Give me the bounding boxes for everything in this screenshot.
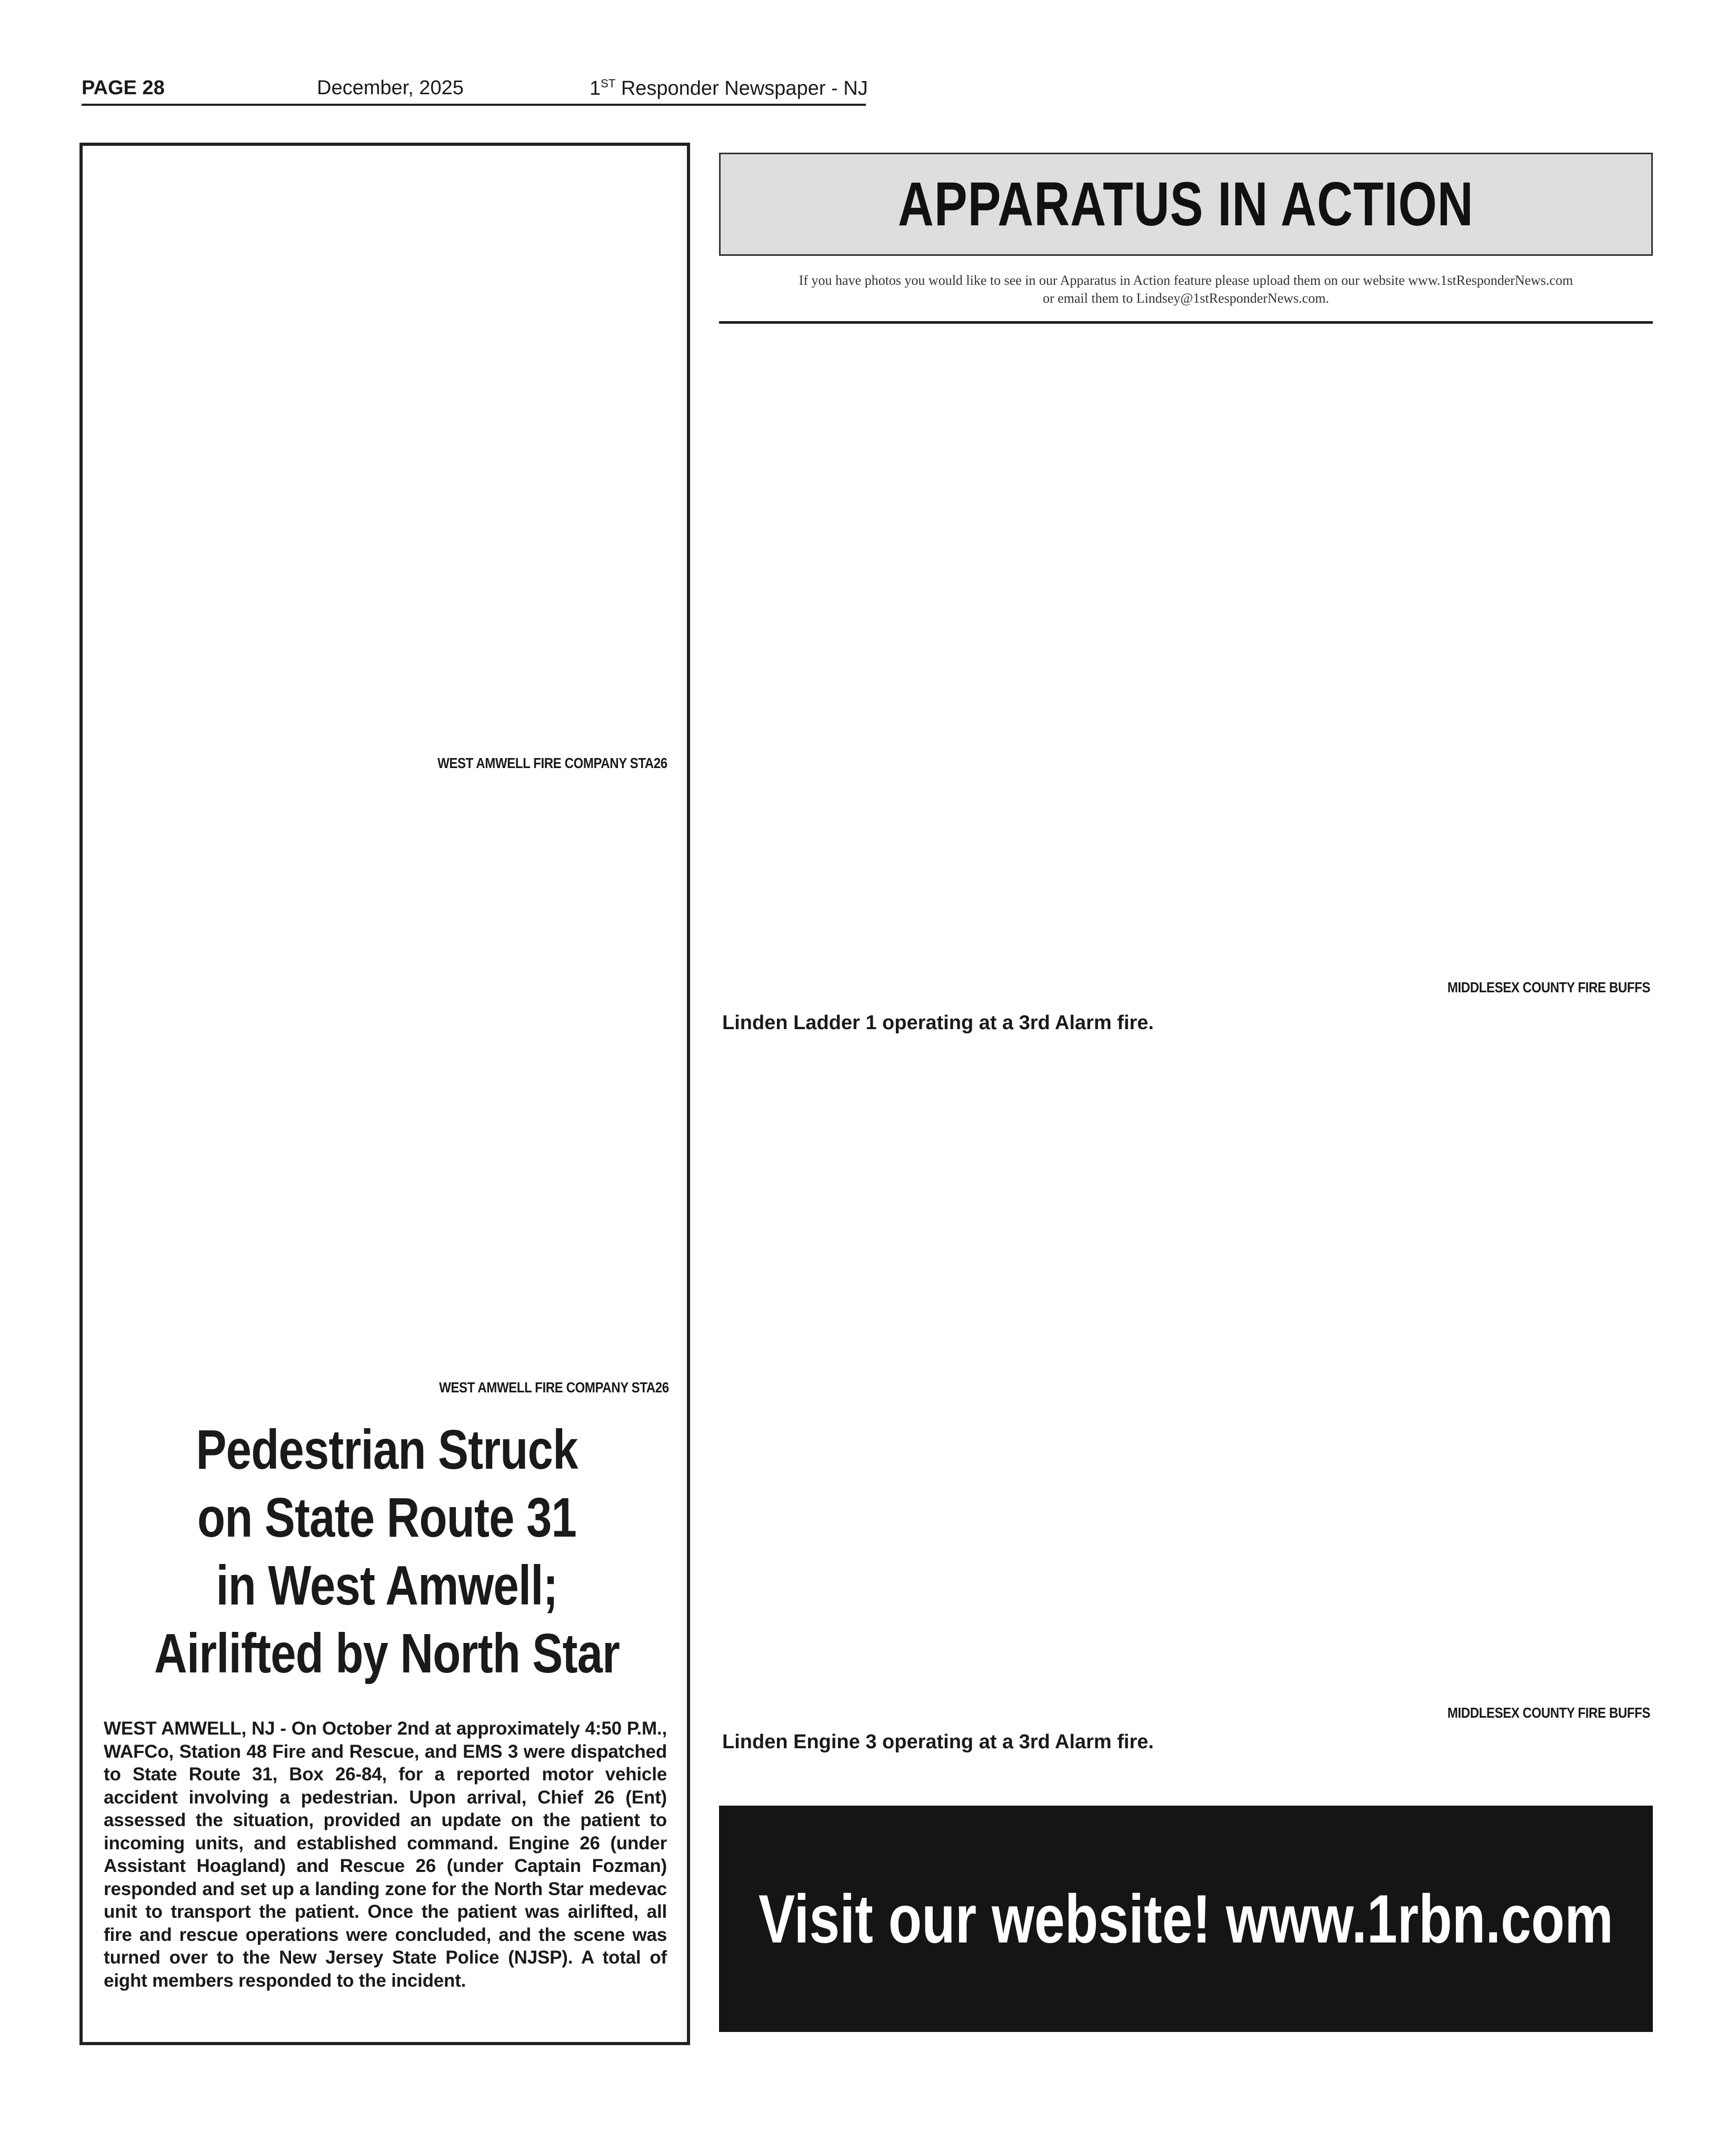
section-title: APPARATUS IN ACTION xyxy=(898,170,1474,239)
story-headline xyxy=(92,1416,682,1688)
section-banner xyxy=(719,153,1653,256)
section-rule xyxy=(719,321,1653,324)
photo-credit: MIDDLESEX COUNTY FIRE BUFFS xyxy=(1447,1705,1650,1721)
headline-line: on State Route 31 xyxy=(197,1487,577,1549)
photo-credit: WEST AMWELL FIRE COMPANY STA26 xyxy=(439,1379,669,1396)
apparatus-photo-2 xyxy=(719,1048,1653,1700)
story-body: WEST AMWELL, NJ - On October 2nd at approximately 4:50 P.M., WAFCo, Station 48 Fire and Rescue, and EMS 3 were dispatched to State Route 31, Box 26-84, for a reported motor vehicle accident involving a pedestrian. Upon arrival, Chief 26 (Ent) assessed the situation, provided an update on the patient to incoming units, and established command. Engine 26 (under Assistant Hoagland) and Rescue 26 (under Captain Fozman) responded and set up a landing zone for the North Star medevac unit to transport the patient. Once the patient was airlifted, all fire and rescue operations were concluded, and the scene was turned over to the New Jersey State Police (NJSP). A total of eight members responded to the incident. xyxy=(104,1718,667,1991)
headline-line: Pedestrian Struck xyxy=(196,1419,578,1481)
photo-caption: Linden Engine 3 operating at a 3rd Alarm fire. xyxy=(722,1731,1154,1753)
photo-credit: WEST AMWELL FIRE COMPANY STA26 xyxy=(437,755,667,771)
newspaper-name-suffix: Responder Newspaper - NJ xyxy=(615,77,868,99)
photo-credit: MIDDLESEX COUNTY FIRE BUFFS xyxy=(1447,979,1650,995)
submission-note-line: or email them to Lindsey@1stResponderNews.com. xyxy=(1043,291,1329,306)
story-photo-1 xyxy=(84,147,685,748)
headline-line: Airlifted by North Star xyxy=(154,1622,620,1685)
submission-note-line: If you have photos you would like to see in our Apparatus in Action feature please upload them on our website www.1stResponderNews.com xyxy=(799,273,1573,288)
newspaper-name-superscript: ST xyxy=(601,77,616,90)
website-promo-banner[interactable] xyxy=(719,1806,1653,2032)
photo-caption: Linden Ladder 1 operating at a 3rd Alarm fire. xyxy=(722,1012,1154,1034)
newspaper-name xyxy=(590,77,868,100)
headline-line: in West Amwell; xyxy=(216,1555,558,1617)
newspaper-name-prefix: 1 xyxy=(590,77,601,99)
story-photo-2 xyxy=(84,784,685,1374)
website-promo-text[interactable]: Visit our website! www.1rbn.com xyxy=(759,1880,1613,1957)
submission-note xyxy=(719,272,1653,307)
issue-date: December, 2025 xyxy=(317,77,464,99)
page-number: PAGE 28 xyxy=(82,77,165,99)
header-rule xyxy=(82,104,866,106)
apparatus-photo-1 xyxy=(719,332,1653,974)
